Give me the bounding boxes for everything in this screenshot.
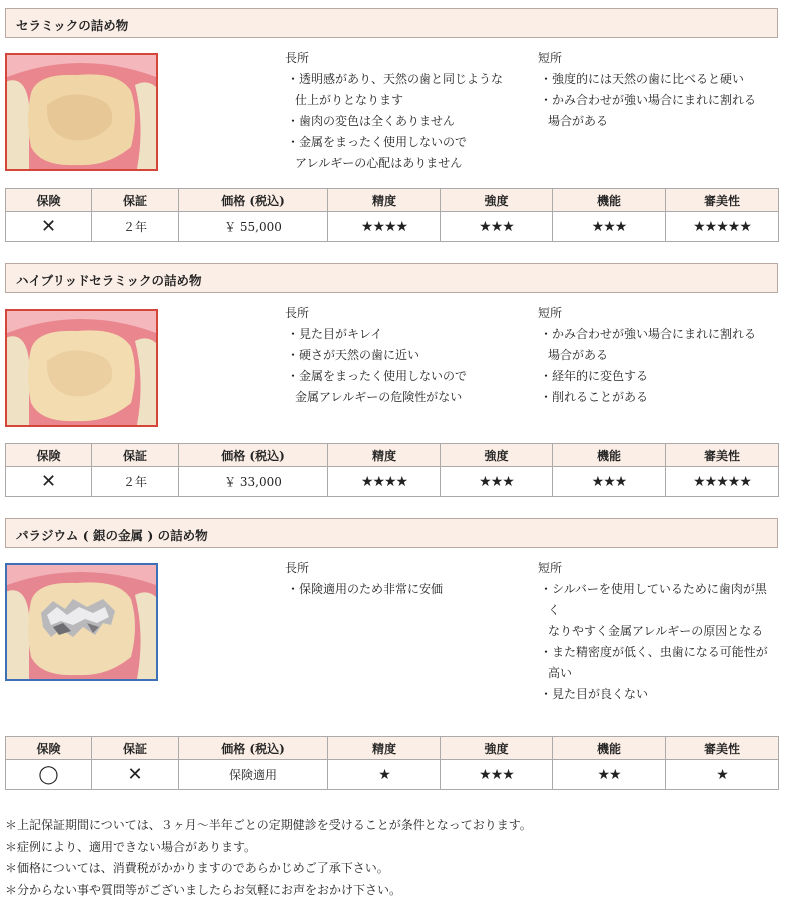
aesthetics-stars: ★ xyxy=(666,760,779,790)
cons-title: 短所 xyxy=(538,306,563,320)
pros-column xyxy=(285,303,467,408)
cons-item: ・かみ合わせが強い場合にまれに割れる xyxy=(540,327,757,341)
cons-title: 短所 xyxy=(538,51,563,65)
header-function: 機能 xyxy=(553,189,666,212)
pros-item: ・保険適用のため非常に安価 xyxy=(287,582,444,596)
header-warranty: 保証 xyxy=(92,444,179,467)
header-precision: 精度 xyxy=(328,189,441,212)
pros-title: 長所 xyxy=(285,306,310,320)
precision-stars: ★★★★ xyxy=(328,467,441,497)
price-value: ￥ 55,000 xyxy=(179,212,328,242)
header-function: 機能 xyxy=(553,444,666,467)
price-value: 保険適用 xyxy=(179,760,328,790)
header-aesthetics: 審美性 xyxy=(666,444,779,467)
cons-item: ・強度的には天然の歯に比べると硬い xyxy=(540,72,745,86)
function-stars: ★★★ xyxy=(553,212,666,242)
cons-item: ・かみ合わせが強い場合にまれに割れる xyxy=(540,93,757,107)
function-stars: ★★ xyxy=(553,760,666,790)
spec-header-row xyxy=(6,444,779,467)
section-title: セラミックの詰め物 xyxy=(5,8,778,38)
strength-stars: ★★★ xyxy=(441,212,553,242)
cons-column xyxy=(538,303,756,408)
header-aesthetics: 審美性 xyxy=(666,737,779,760)
price-value: ￥ 33,000 xyxy=(179,467,328,497)
header-aesthetics: 審美性 xyxy=(666,189,779,212)
footnote: ＊症例により、適用できない場合があります。 xyxy=(5,839,257,854)
precision-stars: ★★★★ xyxy=(328,212,441,242)
spec-value-row xyxy=(6,467,779,497)
strength-stars: ★★★ xyxy=(441,760,553,790)
pros-column xyxy=(285,48,503,174)
pros-item: ・透明感があり、天然の歯と同じような xyxy=(287,72,504,86)
pros-item: 金属アレルギーの危険性がない xyxy=(295,390,463,404)
footnote: ＊上記保証期間については、３ヶ月〜半年ごとの定期健診を受けることが条件となっております。 xyxy=(5,818,532,832)
header-price: 価格 (税込) xyxy=(179,737,328,760)
ceramic-tooth-image xyxy=(5,53,158,171)
spec-table xyxy=(5,443,779,497)
cons-column xyxy=(538,48,756,132)
header-strength: 強度 xyxy=(441,737,553,760)
header-warranty: 保証 xyxy=(92,737,179,760)
footnote: ＊分からない事や質問等がございましたらお気軽にお声をおかけ下さい。 xyxy=(5,882,402,897)
section-title: パラジウム ( 銀の金属 ) の詰め物 xyxy=(5,518,778,548)
spec-value-row xyxy=(6,760,779,790)
hybrid-tooth-image xyxy=(5,309,158,427)
cons-item: ・削れることがある xyxy=(540,390,649,404)
pros-item: 仕上がりとなります xyxy=(295,93,404,107)
pros-item: ・硬さが天然の歯に近い xyxy=(287,348,420,362)
warranty-value: ２年 xyxy=(92,212,179,242)
header-insurance: 保険 xyxy=(6,444,92,467)
cons-title: 短所 xyxy=(538,561,563,575)
palladium-tooth-image xyxy=(5,563,158,681)
pros-title: 長所 xyxy=(285,51,310,65)
insurance-value: ✕ xyxy=(6,212,92,242)
function-stars: ★★★ xyxy=(553,467,666,497)
insurance-value: ✕ xyxy=(6,467,92,497)
header-precision: 精度 xyxy=(328,737,441,760)
pros-column xyxy=(285,558,443,600)
spec-header-row xyxy=(6,737,779,760)
footnotes xyxy=(5,815,532,901)
spec-header-row xyxy=(6,189,779,212)
cons-item: 場合がある xyxy=(548,348,609,362)
cons-item: ・また精密度が低く、虫歯になる可能性が xyxy=(540,645,768,659)
aesthetics-stars: ★★★★★ xyxy=(666,467,779,497)
strength-stars: ★★★ xyxy=(441,467,553,497)
warranty-value: ２年 xyxy=(92,467,179,497)
header-precision: 精度 xyxy=(328,444,441,467)
pros-title: 長所 xyxy=(285,561,310,575)
header-strength: 強度 xyxy=(441,444,553,467)
warranty-value: ✕ xyxy=(92,760,179,790)
aesthetics-stars: ★★★★★ xyxy=(666,212,779,242)
pros-item: ・金属をまったく使用しないので xyxy=(287,135,468,149)
cons-item: ・見た目が良くない xyxy=(540,687,649,701)
pros-item: ・見た目がキレイ xyxy=(287,327,383,341)
footnote: ＊価格については、消費税がかかりますのであらかじめご了承下さい。 xyxy=(5,861,389,875)
cons-item: ・シルバーを使用しているために歯肉が黒く xyxy=(540,582,767,617)
cons-item: 場合がある xyxy=(548,114,609,128)
header-strength: 強度 xyxy=(441,189,553,212)
precision-stars: ★ xyxy=(328,760,441,790)
cons-item: ・経年的に変色する xyxy=(540,369,649,383)
spec-table xyxy=(5,736,779,790)
header-warranty: 保証 xyxy=(92,189,179,212)
cons-item: 高い xyxy=(548,666,573,680)
header-function: 機能 xyxy=(553,737,666,760)
cons-column xyxy=(538,558,778,705)
pros-item: ・歯肉の変色は全くありません xyxy=(287,114,456,128)
section-title: ハイブリッドセラミックの詰め物 xyxy=(5,263,778,293)
spec-value-row xyxy=(6,212,779,242)
header-insurance: 保険 xyxy=(6,737,92,760)
spec-table xyxy=(5,188,779,242)
pros-item: アレルギーの心配はありません xyxy=(295,156,463,170)
header-price: 価格 (税込) xyxy=(179,444,328,467)
pros-item: ・金属をまったく使用しないので xyxy=(287,369,468,383)
insurance-value: ◯ xyxy=(6,760,92,790)
header-insurance: 保険 xyxy=(6,189,92,212)
cons-item: なりやすく金属アレルギーの原因となる xyxy=(548,624,764,638)
header-price: 価格 (税込) xyxy=(179,189,328,212)
